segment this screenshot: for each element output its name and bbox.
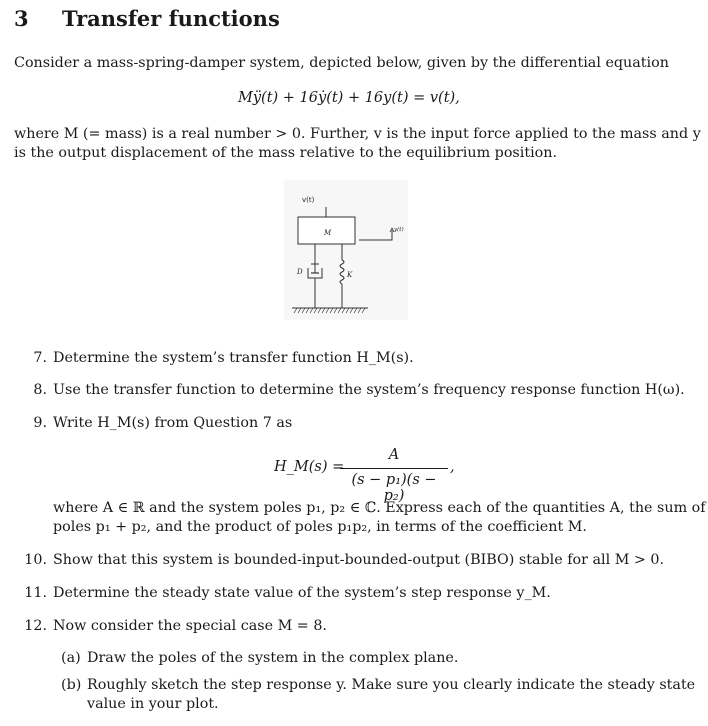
spring-label: K	[347, 271, 353, 279]
q9-formula-fraction	[340, 447, 448, 504]
subquestion-a-label: (a)	[61, 650, 81, 666]
question-10-text: Show that this system is bounded-input-bounded-output (BIBO) stable for all M > 0.	[53, 552, 665, 568]
mass-label: M	[324, 229, 332, 237]
subquestion-a-text: Draw the poles of the system in the complex plane.	[87, 650, 459, 666]
question-12-number: 12.	[24, 618, 47, 634]
output-label: y(t)	[394, 227, 404, 233]
differential-equation: Mÿ(t) + 16ẏ(t) + 16y(t) = v(t),	[238, 90, 460, 106]
question-11-text: Determine the steady state value of the system’s step response y_M.	[53, 585, 551, 601]
q9-formula-fraction-bar	[340, 468, 448, 469]
q9-formula-denominator: (s − p₁)(s − p₂)	[351, 472, 437, 504]
damper-label: D	[297, 268, 303, 276]
question-11-number: 11.	[24, 585, 47, 601]
q9-formula-numerator: A	[388, 447, 400, 463]
q9-followup-line-1: where A ∈ ℝ and the system poles p₁, p₂ ∈ ℂ. Express each of the quantities A, the sum of	[53, 500, 706, 516]
figure-svg	[284, 180, 408, 320]
section-number: 3	[14, 6, 29, 31]
q9-formula-trailing-comma: ,	[450, 459, 455, 475]
q9-formula-lhs: H_M(s) =	[274, 459, 345, 475]
subquestion-b-line-2: value in your plot.	[87, 696, 219, 712]
description-line-2: is the output displacement of the mass relative to the equilibrium position.	[14, 145, 558, 161]
question-7-text: Determine the system’s transfer function H_M(s).	[53, 350, 414, 366]
question-7-number: 7.	[33, 350, 47, 366]
question-12-text: Now consider the special case M = 8.	[53, 618, 327, 634]
input-label: v(t)	[302, 196, 315, 204]
question-9-text: Write H_M(s) from Question 7 as	[53, 415, 293, 431]
section-title: Transfer functions	[62, 6, 280, 31]
subquestion-b-label: (b)	[61, 677, 82, 693]
question-10-number: 10.	[24, 552, 47, 568]
intro-text: Consider a mass-spring-damper system, depicted below, given by the differential equation	[14, 55, 669, 71]
q9-followup-line-2: poles p₁ + p₂, and the product of poles p₁p₂, in terms of the coefficient M.	[53, 519, 587, 535]
mass-spring-damper-figure	[284, 180, 408, 320]
question-8-number: 8.	[33, 382, 47, 398]
question-8-text: Use the transfer function to determine the system’s frequency response function H(ω).	[53, 382, 685, 398]
question-9-number: 9.	[33, 415, 47, 431]
subquestion-b-line-1: Roughly sketch the step response y. Make sure you clearly indicate the steady state	[87, 677, 696, 693]
description-line-1: where M (= mass) is a real number > 0. Further, v is the input force applied to the mass and y	[14, 126, 701, 142]
